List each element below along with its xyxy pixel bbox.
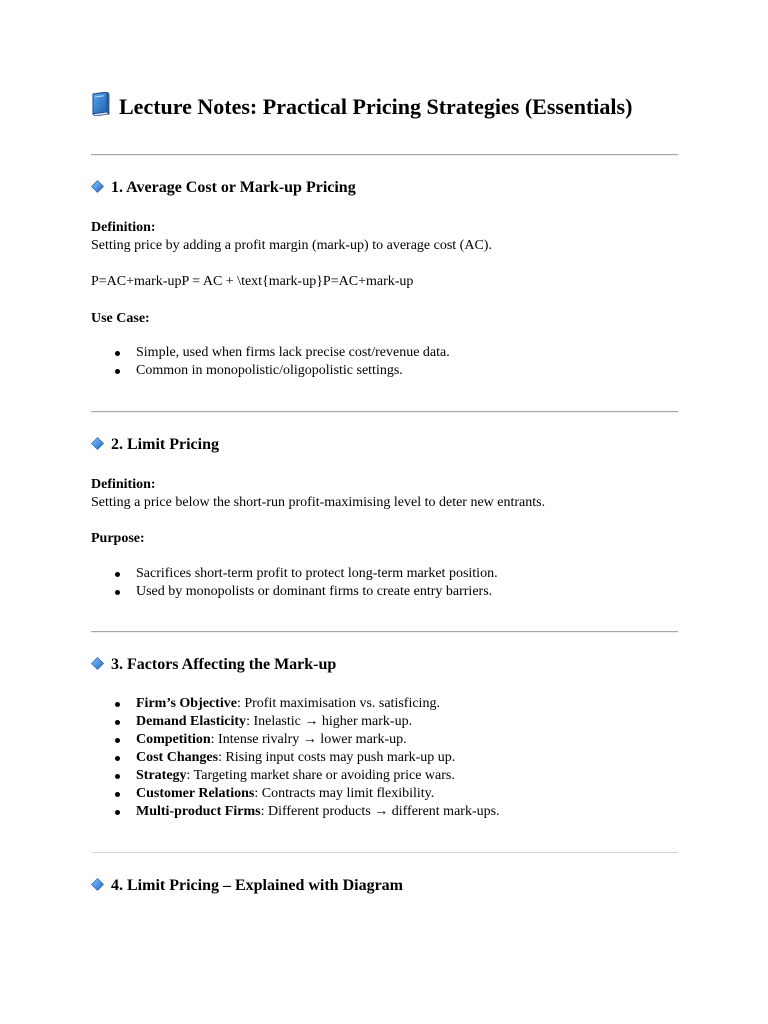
book-icon <box>91 92 111 116</box>
use-case-list <box>91 344 450 380</box>
factors-list <box>91 695 500 821</box>
definition-text: Setting price by adding a profit margin (mark-up) to average cost (AC). <box>91 238 492 253</box>
list-item: Simple, used when firms lack precise cost/revenue data. <box>91 344 450 362</box>
factor-term: Cost Changes <box>136 750 219 765</box>
factor-term: Strategy <box>136 768 187 783</box>
list-item <box>91 695 500 713</box>
list-item <box>91 731 500 749</box>
blue-diamond-icon <box>91 435 104 448</box>
divider <box>91 411 678 413</box>
divider <box>91 852 678 853</box>
purpose-label: Purpose: <box>91 531 145 546</box>
page-title-text: Lecture Notes: Practical Pricing Strategies (Essentials) <box>119 94 633 119</box>
list-item: Sacrifices short-term profit to protect long-term market position. <box>91 565 498 583</box>
blue-diamond-icon <box>91 876 104 889</box>
factor-term: Customer Relations <box>136 786 255 801</box>
page-title <box>91 92 632 122</box>
use-case-label: Use Case: <box>91 311 150 326</box>
section-heading-3 <box>91 654 336 676</box>
purpose-list <box>91 565 498 601</box>
factor-term: Multi-product Firms <box>136 804 261 819</box>
list-item <box>91 767 500 785</box>
divider <box>91 154 678 156</box>
definition-label: Definition: <box>91 220 156 235</box>
section-heading-text: 3. Factors Affecting the Mark-up <box>111 656 337 673</box>
section-heading-text: 1. Average Cost or Mark-up Pricing <box>111 179 356 196</box>
factor-term: Demand Elasticity <box>136 714 247 729</box>
list-item: Common in monopolistic/oligopolistic settings. <box>91 362 450 380</box>
list-item <box>91 785 500 803</box>
blue-diamond-icon <box>91 178 104 191</box>
blue-diamond-icon <box>91 655 104 668</box>
definition-text: Setting a price below the short-run profit-maximising level to deter new entrants. <box>91 495 546 510</box>
divider <box>91 631 678 633</box>
definition-label: Definition: <box>91 477 156 492</box>
factor-desc: : Different products → different mark-ups. <box>260 804 500 819</box>
list-item <box>91 803 500 821</box>
list-item: Used by monopolists or dominant firms to create entry barriers. <box>91 583 498 601</box>
section-heading-text: 4. Limit Pricing – Explained with Diagram <box>111 877 403 894</box>
factor-desc: : Intense rivalry → lower mark-up. <box>210 732 407 747</box>
section-heading-text: 2. Limit Pricing <box>111 436 219 453</box>
formula-text: P=AC+mark-upP = AC + \text{mark-up}P=AC+mark-up <box>91 274 414 289</box>
list-item <box>91 713 500 731</box>
list-item <box>91 749 500 767</box>
factor-desc: : Targeting market share or avoiding price wars. <box>186 768 455 783</box>
factor-desc: : Contracts may limit flexibility. <box>254 786 435 801</box>
factor-desc: : Inelastic → higher mark-up. <box>246 714 413 729</box>
factor-desc: : Rising input costs may push mark-up up. <box>218 750 456 765</box>
section-heading-1 <box>91 177 356 199</box>
factor-desc: : Profit maximisation vs. satisficing. <box>236 696 440 711</box>
section-heading-4 <box>91 875 403 897</box>
factor-term: Firm’s Objective <box>136 696 237 711</box>
section-heading-2 <box>91 434 219 456</box>
factor-term: Competition <box>136 732 211 747</box>
